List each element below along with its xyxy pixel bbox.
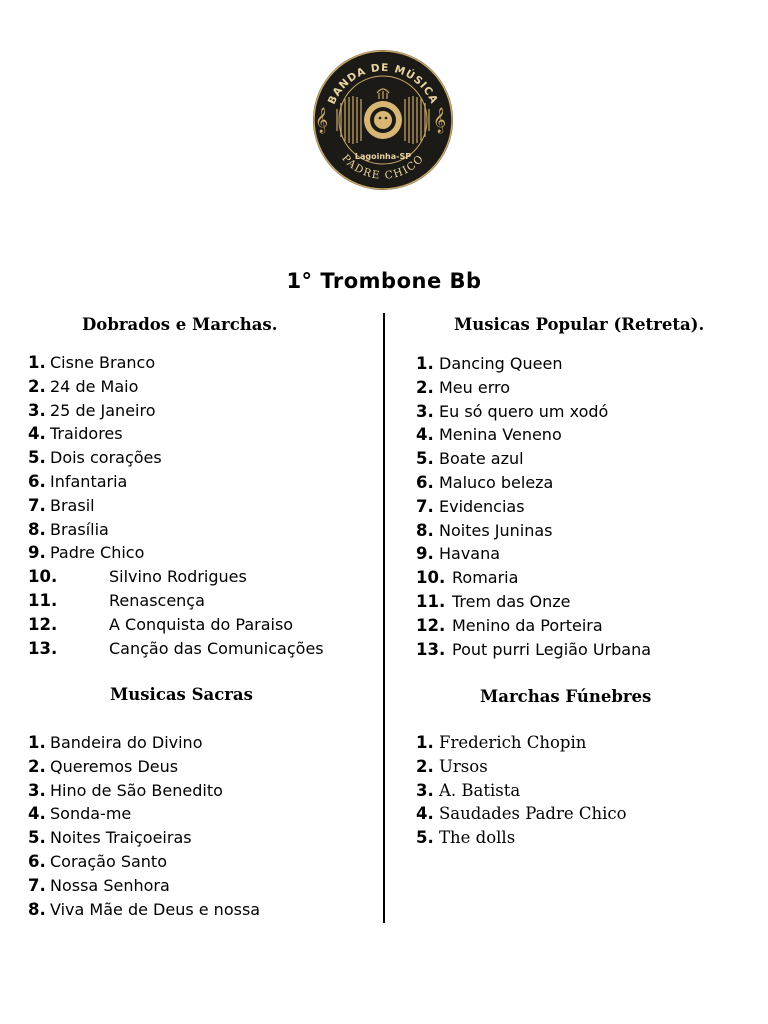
list-item-number: 6. (28, 851, 46, 871)
list-item (28, 470, 368, 494)
band-logo (309, 49, 457, 191)
list-item-title: Boate azul (439, 449, 524, 469)
list-item-number: 5. (28, 828, 46, 848)
list-item-title: 25 de Janeiro (50, 400, 156, 420)
list-item (28, 826, 368, 850)
list-item-title: Padre Chico (50, 543, 145, 563)
list-item (28, 802, 368, 826)
section-heading-funebres: Marchas Fúnebres (480, 687, 652, 706)
list-item-title: 24 de Maio (50, 376, 139, 396)
list-item-title: Trem das Onze (452, 591, 571, 611)
list-item-number: 1. (28, 353, 46, 372)
list-item-number: 10. (28, 567, 58, 587)
list-item (416, 779, 756, 803)
list-item-number: 11. (416, 591, 446, 611)
list-item-number: 6. (416, 472, 434, 492)
list-item-number: 7. (28, 495, 46, 515)
list-item-title: Queremos Deus (50, 756, 179, 776)
list-item-title: Frederich Chopin (439, 733, 587, 752)
list-item-number: 13. (28, 638, 58, 658)
list-item (28, 541, 368, 565)
vinyl-lines-right (405, 96, 429, 144)
list-item-number: 13. (416, 639, 446, 659)
list-item (416, 423, 756, 447)
list-item (28, 494, 368, 518)
list-item-number: 4. (416, 804, 434, 824)
list-item (416, 471, 756, 495)
list-item-number: 11. (28, 590, 58, 610)
list-item (416, 447, 756, 471)
list-item (416, 566, 756, 590)
list-item-number: 2. (28, 756, 46, 776)
list-funebres (416, 731, 756, 850)
list-item (416, 731, 756, 755)
list-item-title: Silvino Rodrigues (109, 567, 247, 587)
list-item-number: 4. (416, 425, 434, 445)
treble-clef-icon-left: 𝄞 (315, 108, 329, 133)
list-sacras (28, 731, 368, 921)
list-item-title: Dois corações (50, 448, 162, 468)
list-item-number: 8. (416, 520, 434, 540)
list-item (416, 400, 756, 424)
list-item-number: 6. (28, 471, 46, 491)
list-item-title: Canção das Comunicações (109, 638, 324, 658)
list-item-title: Viva Mãe de Deus e nossa (50, 899, 261, 919)
list-item-title: Meu erro (439, 377, 511, 397)
list-item-title: Evidencias (439, 496, 525, 516)
list-item (416, 590, 756, 614)
list-item-title: Eu só quero um xodó (439, 401, 609, 421)
list-item-number: 2. (28, 376, 46, 396)
list-item-title: Traidores (50, 424, 123, 444)
list-item (416, 495, 756, 519)
logo-city-text: Lagoinha-SP (354, 152, 412, 161)
list-item-title: Noites Juninas (439, 520, 553, 540)
list-item-title: Renascença (109, 590, 205, 610)
list-item (416, 542, 756, 566)
list-item-number: 8. (28, 519, 46, 539)
logo-arc-bottom-text: PADRE CHICO (339, 152, 427, 182)
list-item-title: A. Batista (439, 780, 521, 800)
list-item-title: Maluco beleza (439, 472, 554, 492)
list-item-title: Menino da Porteira (452, 615, 603, 635)
list-item-title: Pout purri Legião Urbana (452, 639, 652, 659)
list-item-number: 5. (416, 828, 434, 848)
page-title: 1° Trombone Bb (286, 269, 482, 293)
list-item (28, 613, 368, 637)
list-item (28, 422, 368, 446)
list-item-number: 2. (416, 377, 434, 397)
list-item-number: 1. (416, 354, 434, 373)
list-item-title: Infantaria (50, 471, 128, 491)
list-item-number: 2. (416, 756, 434, 776)
list-item-title: Bandeira do Divino (50, 733, 203, 752)
list-item (416, 376, 756, 400)
list-item (28, 637, 368, 661)
list-item-number: 4. (28, 804, 46, 824)
list-item-number: 1. (28, 733, 46, 752)
list-item-title: Brasil (50, 495, 95, 515)
list-item (416, 755, 756, 779)
list-item-number: 5. (416, 449, 434, 469)
list-item-number: 4. (28, 424, 46, 444)
list-item-title: Saudades Padre Chico (439, 804, 627, 824)
column-divider (383, 313, 385, 923)
list-item-title: Menina Veneno (439, 425, 562, 445)
list-dobrados (28, 351, 368, 660)
treble-clef-icon-right: 𝄞 (433, 108, 447, 133)
list-item (416, 614, 756, 638)
list-item (28, 518, 368, 542)
list-item-title: Havana (439, 544, 501, 564)
section-heading-popular: Musicas Popular (Retreta). (454, 315, 705, 334)
list-item-title: Sonda-me (50, 804, 132, 824)
list-item (416, 352, 756, 376)
list-item (28, 375, 368, 399)
list-item-title: Ursos (439, 756, 488, 776)
list-item-number: 9. (28, 543, 46, 563)
list-item (416, 802, 756, 826)
list-item-number: 3. (28, 780, 46, 800)
list-item-title: Romaria (452, 568, 519, 588)
list-item-title: The dolls (439, 828, 516, 848)
list-item-number: 10. (416, 568, 446, 588)
list-item-title: Nossa Senhora (50, 875, 170, 895)
list-item (28, 565, 368, 589)
vinyl-lines-left (337, 96, 361, 144)
list-item-number: 8. (28, 899, 46, 919)
list-item-title: Brasília (50, 519, 109, 539)
band-logo-emblem (309, 49, 457, 191)
section-heading-sacras: Musicas Sacras (110, 685, 253, 704)
list-item (28, 755, 368, 779)
list-item (416, 826, 756, 850)
list-item (28, 589, 368, 613)
list-item (28, 779, 368, 803)
list-item-number: 3. (416, 780, 434, 800)
list-item (28, 874, 368, 898)
list-item-number: 12. (416, 615, 446, 635)
list-item-number: 1. (416, 733, 434, 752)
list-item-number: 7. (416, 496, 434, 516)
list-item (28, 446, 368, 470)
list-item (416, 638, 756, 662)
list-item (416, 519, 756, 543)
list-item (28, 731, 368, 755)
list-item (28, 351, 368, 375)
list-item (28, 850, 368, 874)
list-item-title: A Conquista do Paraiso (109, 614, 294, 634)
list-item-title: Cisne Branco (50, 353, 156, 372)
list-item-number: 7. (28, 875, 46, 895)
list-item-number: 9. (416, 544, 434, 564)
list-item-number: 3. (416, 401, 434, 421)
list-item (28, 898, 368, 922)
list-item-number: 5. (28, 448, 46, 468)
list-popular (416, 352, 756, 661)
list-item-title: Noites Traiçoeiras (50, 828, 192, 848)
list-item-number: 12. (28, 614, 58, 634)
list-item-number: 3. (28, 400, 46, 420)
list-item (28, 399, 368, 423)
section-heading-dobrados: Dobrados e Marchas. (82, 315, 278, 334)
list-item-title: Dancing Queen (439, 354, 563, 373)
list-item-title: Hino de São Benedito (50, 780, 223, 800)
logo-arc-top-text: BANDA DE MÚSICA (325, 61, 441, 107)
list-item-title: Coração Santo (50, 851, 167, 871)
